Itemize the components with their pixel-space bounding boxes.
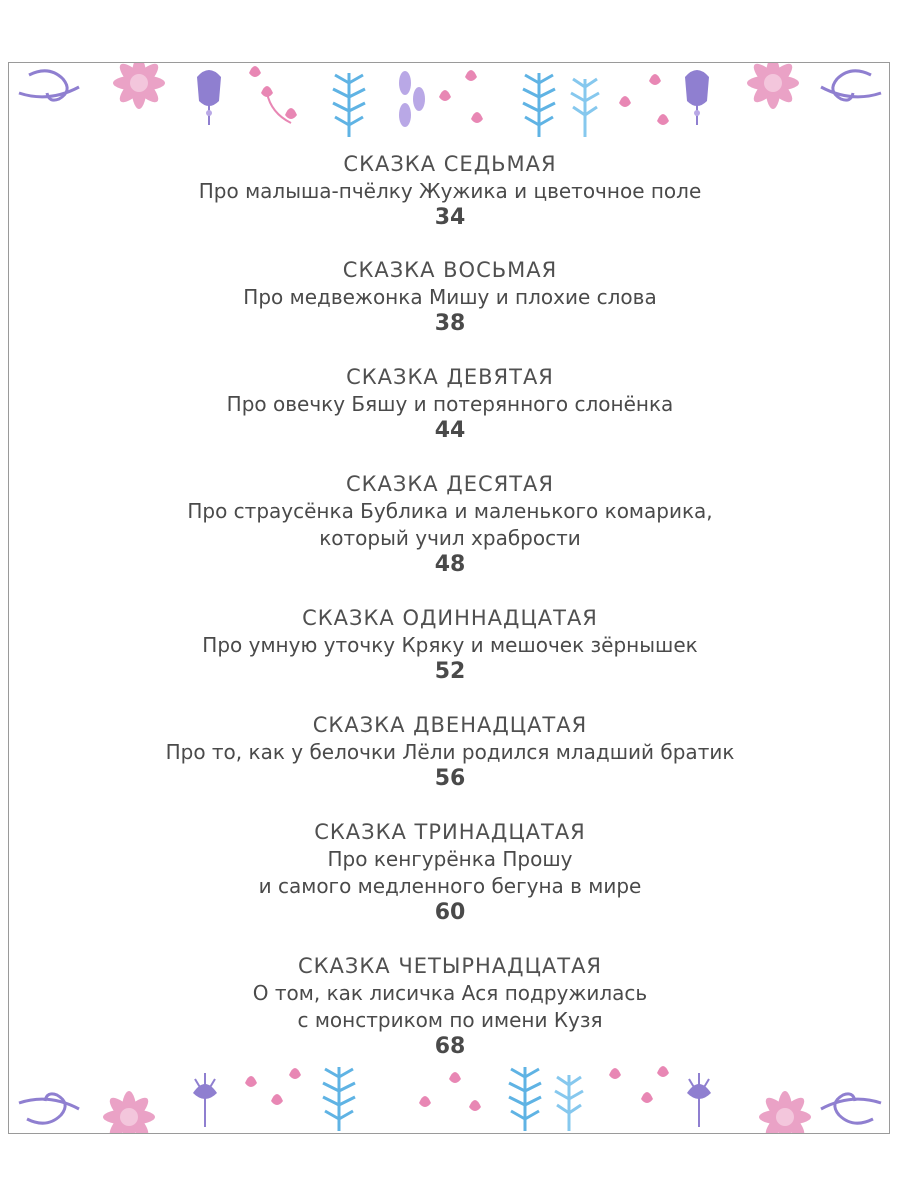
entry-title: который учил храбрости: [319, 526, 581, 550]
entry-page-number: 38: [434, 311, 466, 336]
entry-heading: СКАЗКА ОДИННАДЦАТАЯ: [302, 606, 598, 630]
entry-title: Про овечку Бяшу и потерянного слонёнка: [226, 392, 674, 416]
entry-page-number: 68: [434, 1034, 466, 1059]
entry-page-number: 56: [434, 766, 466, 791]
blue-fern-bottom-center: [509, 1067, 541, 1131]
pink-daisy-bottom-right: [759, 1091, 811, 1133]
swirl-right: [821, 71, 881, 100]
entry-page-number: 60: [434, 900, 466, 925]
toc-entry: [9, 364, 890, 444]
floral-ornament-bottom: [9, 1053, 890, 1133]
page-frame: [8, 62, 890, 1134]
pink-tulips-left: [249, 66, 297, 123]
toc-entry: [9, 953, 890, 1060]
swirl-left: [19, 71, 79, 100]
toc-entry: [9, 151, 890, 231]
blue-fern-center-2: [571, 79, 599, 137]
toc-entry: [9, 471, 890, 578]
entry-heading: СКАЗКА ДЕСЯТАЯ: [345, 472, 555, 496]
swirl-bottom-right: [821, 1094, 881, 1123]
pink-tulips-bottom-left: [245, 1068, 301, 1105]
entry-page-number: 52: [434, 659, 466, 684]
entry-page-number: 34: [434, 205, 466, 230]
violet-thistle-bottom-left: [193, 1073, 217, 1127]
entry-title: Про медвежонка Мишу и плохие слова: [243, 285, 657, 309]
entry-title: и самого медленного бегуна в мире: [258, 874, 642, 898]
entry-heading: СКАЗКА ДЕВЯТАЯ: [346, 365, 554, 389]
entry-title: Про малыша-пчёлку Жужика и цветочное поле: [198, 179, 702, 203]
violet-thistle-bottom-right: [687, 1073, 711, 1127]
entry-page-number: 44: [434, 418, 466, 443]
pink-tulips-center: [439, 70, 483, 123]
table-of-contents: [9, 151, 890, 1060]
pink-tulips-bottom-right: [609, 1066, 669, 1103]
pink-daisy-right: [747, 63, 799, 109]
blue-fern-center: [523, 73, 555, 137]
entry-title: Про кенгурёнка Прошу: [327, 847, 573, 871]
toc-entry: [9, 819, 890, 926]
pink-daisy-left: [113, 63, 165, 109]
entry-heading: СКАЗКА СЕДЬМАЯ: [343, 152, 557, 176]
toc-entry: [9, 712, 890, 792]
blue-fern-bottom-center-2: [555, 1075, 583, 1131]
blue-fern-left: [333, 73, 365, 137]
entry-title: Про то, как у белочки Лёли родился младший братик: [165, 740, 735, 764]
entry-title: Про страусёнка Бублика и маленького комарика,: [187, 499, 713, 523]
pink-tulips-right: [619, 74, 669, 125]
swirl-bottom-left: [19, 1094, 79, 1123]
violet-bell-right: [685, 70, 709, 125]
floral-ornament-top: [9, 63, 890, 143]
entry-title: Про умную уточку Кряку и мешочек зёрнышек: [202, 633, 698, 657]
blue-fern-bottom-left: [323, 1067, 355, 1131]
pink-tulips-bottom-center: [419, 1072, 481, 1111]
violet-bell-left: [197, 70, 221, 125]
toc-entry: [9, 257, 890, 337]
entry-heading: СКАЗКА ВОСЬМАЯ: [342, 258, 558, 282]
entry-heading: СКАЗКА ТРИНАДЦАТАЯ: [314, 820, 586, 844]
entry-page-number: 48: [434, 552, 466, 577]
entry-title: О том, как лисичка Ася подружилась: [252, 981, 648, 1005]
pink-daisy-bottom-left: [103, 1091, 155, 1133]
entry-title: с монстриком по имени Кузя: [297, 1008, 603, 1032]
entry-heading: СКАЗКА ДВЕНАДЦАТАЯ: [312, 713, 588, 737]
toc-entry: [9, 605, 890, 685]
entry-heading: СКАЗКА ЧЕТЫРНАДЦАТАЯ: [297, 954, 603, 978]
lavender-sprig-left: [399, 71, 425, 127]
